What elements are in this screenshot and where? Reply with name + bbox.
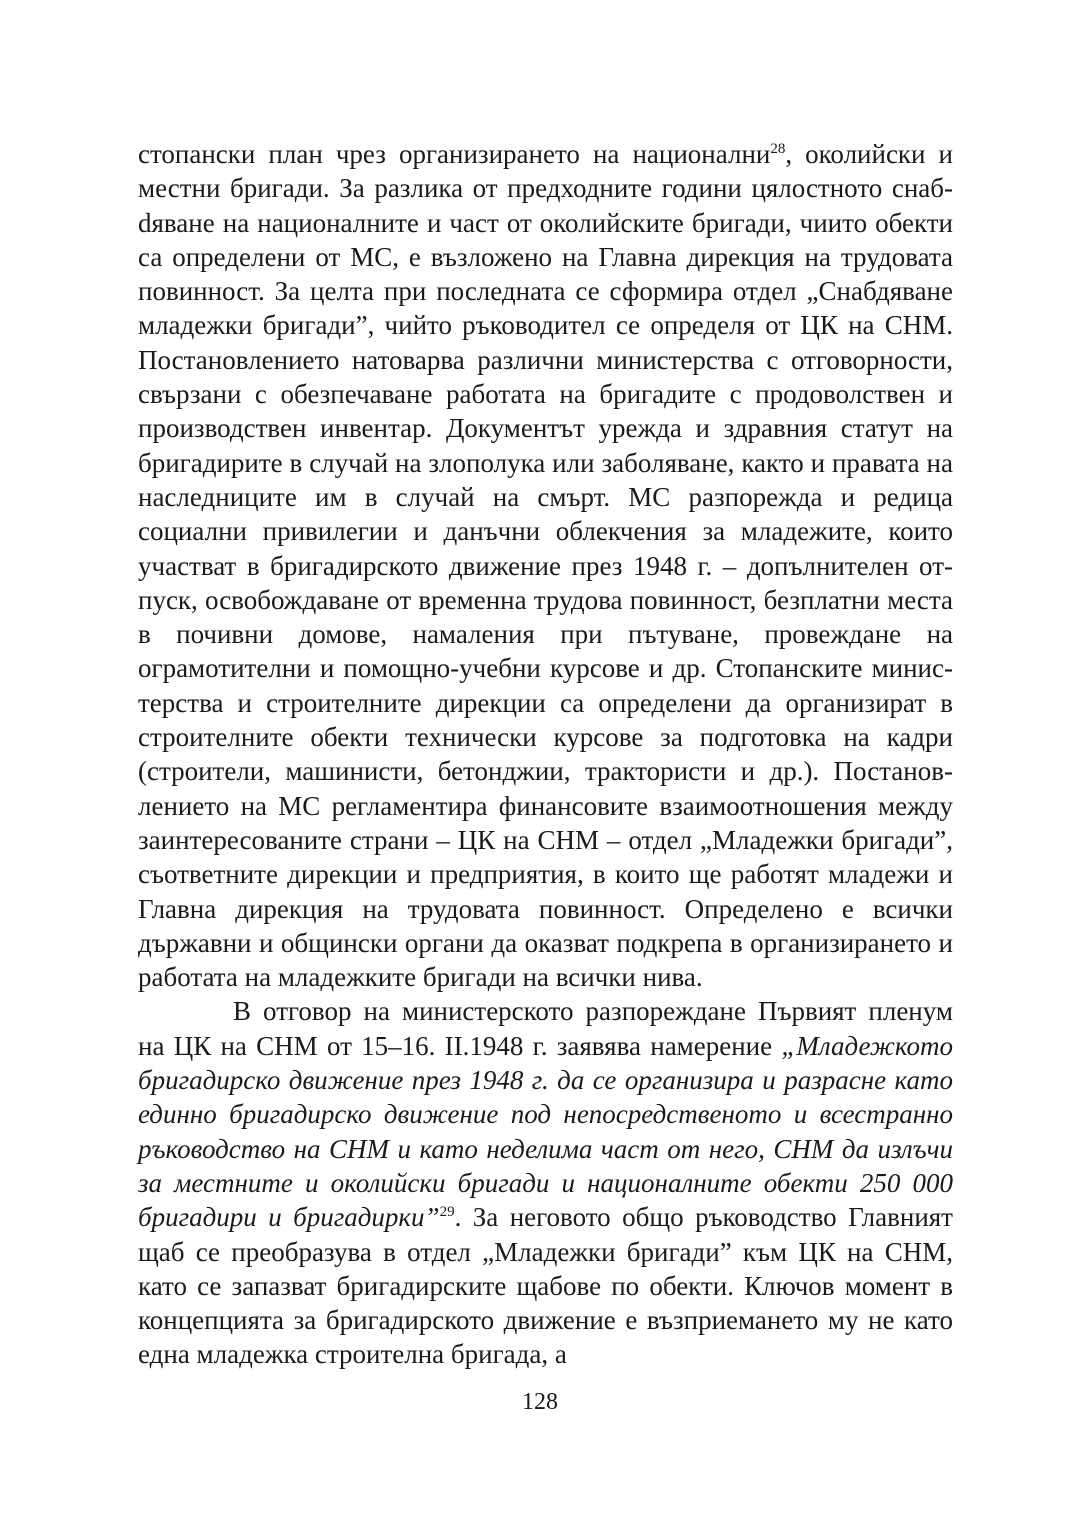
page-body: [138, 137, 953, 1372]
paragraph-2-rest: . За неговото общо ръководство Главният щаб се преобразува в отдел „Младежки бригади” към ЦК на СНМ, като се запазват бригадирските щабове по обекти. Ключов момент в концепцията за бригадирското движение е възприемането му не като една младежка строителна бригада, а: [138, 1202, 953, 1370]
paragraph-1-part-1: стопански план чрез организирането на национални: [138, 139, 771, 169]
paragraph-2-intro: В отговор на министерското разпореждане Първият пленум на ЦК на СНМ от 15–16. II.1948 г. заявява намерение: [138, 996, 953, 1061]
page-number: 128: [522, 1389, 558, 1415]
footnote-ref-29: 29: [439, 1204, 455, 1221]
paragraph-2-quote: „Младежкото бригадирско движение през 1948 г. да се организира и разрасне като единно бригадирско движение под непосредственото и всестранно ръководство на СНМ и като неделима част от него, СНМ да излъчи за местните и околийски бригади и националните обекти 250 000 бригадири и бригадирки”: [138, 1030, 953, 1233]
paragraph-2: [138, 994, 953, 1371]
paragraph-1: [138, 137, 953, 994]
paragraph-1-part-2: , околийски и местни бригади. За разлика от предходните години цялостното снабdяване на националните и част от околийските бригади, чиито обекти са определени от МС, е възложено на Главна дирекция на трудовата повинност. За целта при последната се сформира отдел „Снабдяване младежки бригади”, чийто ръководител се определя от ЦК на СНМ. Постановлението натоварва различни министерства с отговорности, свързани с обезпечаване работата на бригадите с продоволствен и производствен инвентар. Документът урежда и здравния статут на бригадирите в случай на злополука или заболяване, както и правата на наследниците им в случай на смърт. МС разпорежда и редица социални привилегии и данъчни облекчения за младежите, които участват в бригадирското движение през 1948 г. – допълнителен отпуск, освобождаване от временна трудова повинност, безплатни места в почивни домове, намаления при пътуване, провеждане на ограмотителни и помощно-учебни курсове и др. Стопанските министерства и строителните дирекции са определени да организират в строителните обекти технически курсове за подготовка на кадри (строители, машинисти, бетонджии, трактористи и др.). Постановлението на МС регламентира финансовите взаимоотношения между заинтересованите страни – ЦК на СНМ – отдел „Младежки бригади”, съответните дирекции и предприятия, в които ще работят младежи и Главна дирекция на трудовата повинност. Определено е всички държавни и общински органи да оказват подкрепа в организирането и работата на младежките бригади на всички нива.: [138, 139, 954, 993]
footnote-ref-28: 28: [770, 141, 786, 157]
